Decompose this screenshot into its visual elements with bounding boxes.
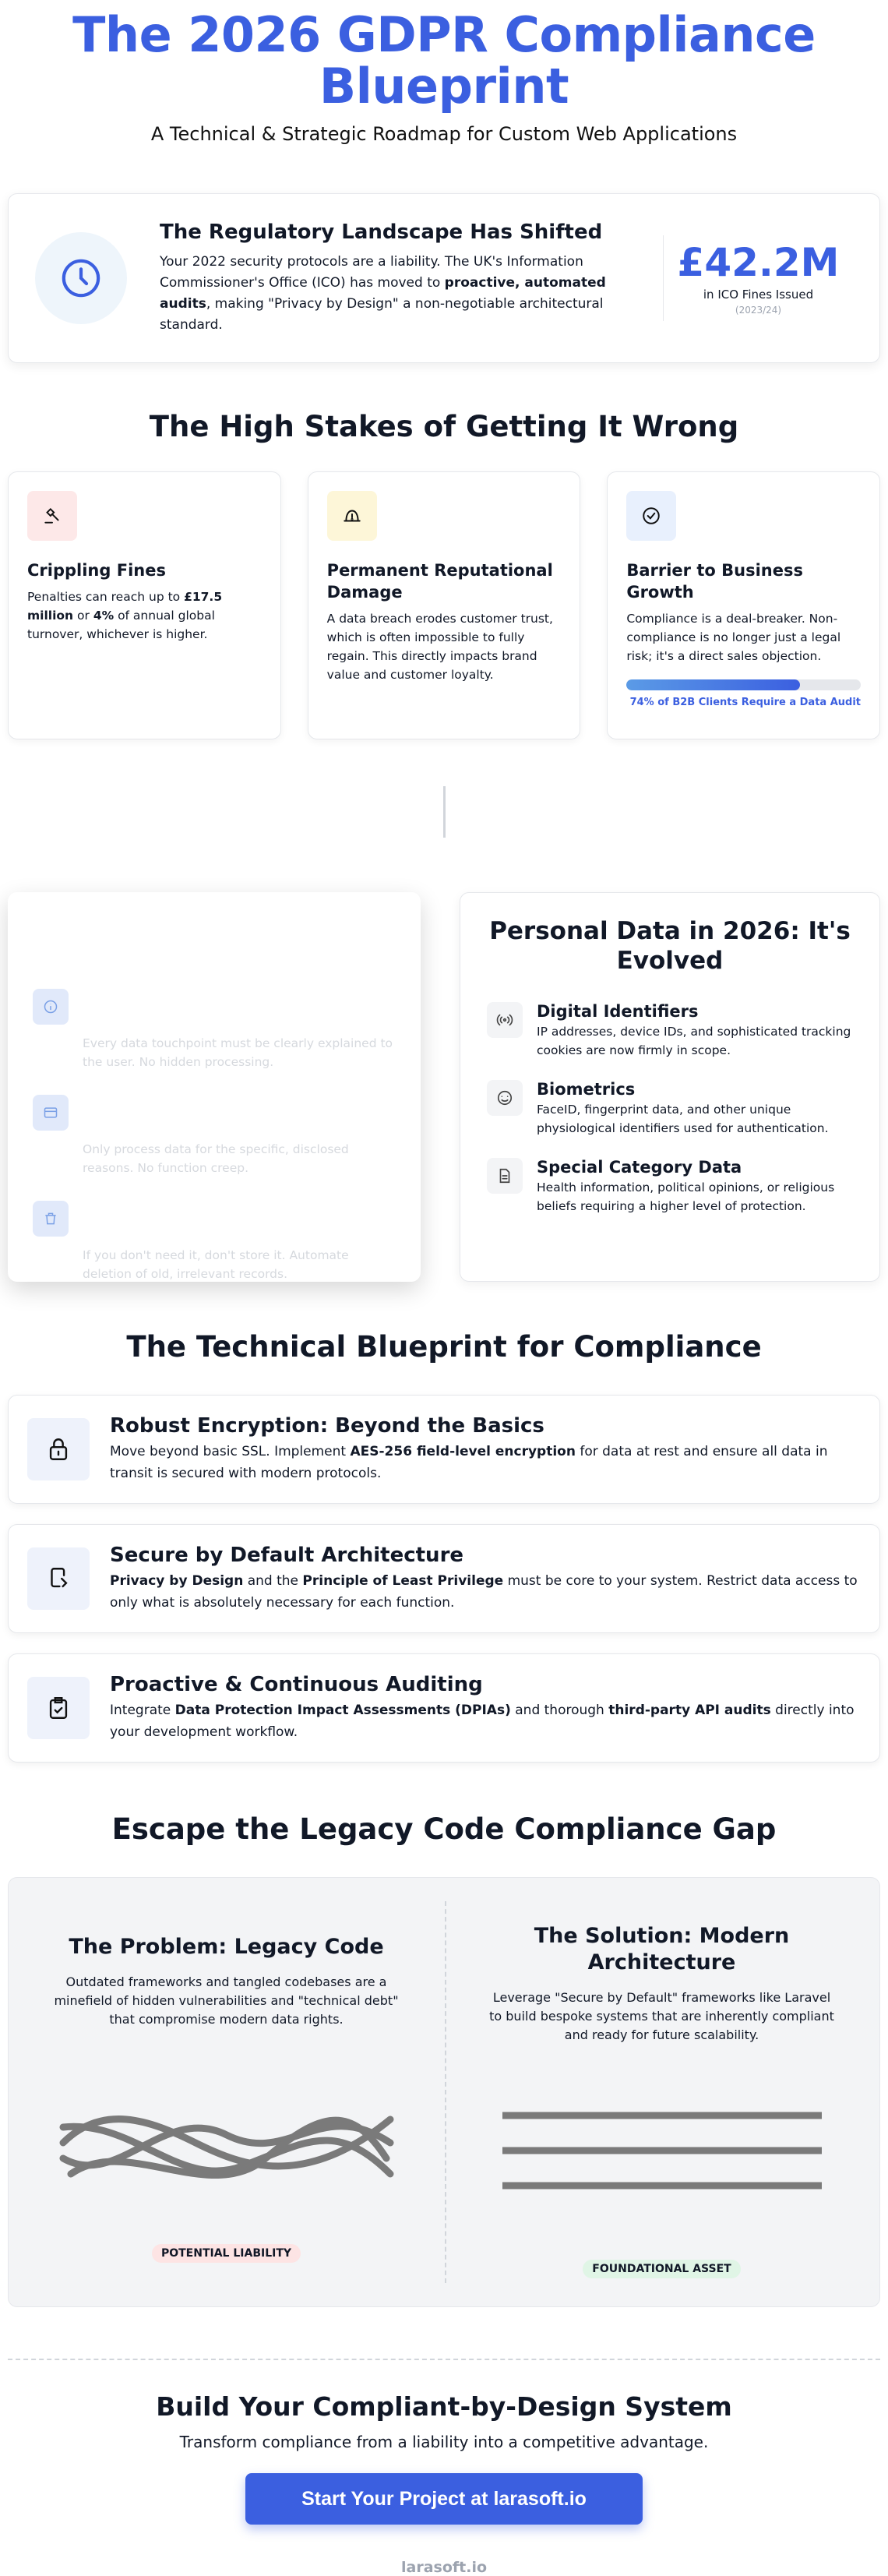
title-line-1: The 2026 GDPR Compliance [72, 6, 816, 63]
stakes-cards [8, 471, 880, 739]
progress-label: 74% of B2B Clients Require a Data Audit [629, 697, 862, 708]
page-subtitle: A Technical & Strategic Roadmap for Custom Web Applications [150, 123, 738, 145]
legacy-comparison [8, 1877, 880, 2307]
cta-heading: Build Your Compliant-by-Design System [156, 2391, 732, 2422]
blueprint-card-architecture [8, 1524, 880, 1633]
stake-card-growth [607, 471, 880, 739]
face-icon [487, 1080, 523, 1116]
solution-text: Leverage "Secure by Default" frameworks like Laravel to build bespoke systems that are inherently compliant and ready for future scalability. [489, 1990, 834, 2042]
cta-section [8, 2391, 880, 2525]
stake-text: A data breach erodes customer trust, which is often impossible to fully regain. This directly impacts brand value and customer loyalty. [326, 612, 553, 682]
personal-data-title: Personal Data in 2026: It's Evolved [489, 917, 851, 975]
problem-text: Outdated frameworks and tangled codebases are a minefield of hidden vulnerabilities and "technical debt" that compromise modern data rights. [54, 1974, 399, 2027]
liability-badge: POTENTIAL LIABILITY [152, 2244, 301, 2263]
personal-data-text: FaceID, fingerprint data, and other unique physiological identifiers used for authentication. [537, 1103, 829, 1135]
progress-fill [626, 679, 799, 690]
personal-data-item [487, 1158, 853, 1216]
blueprint-text: Move beyond basic SSL. Implement AES-256 field-level encryption for data at rest and ensure all data in transit is secured with modern protocols. [110, 1444, 828, 1481]
stake-card-fines [8, 471, 281, 739]
legacy-title: Escape the Legacy Code Compliance Gap [111, 1812, 777, 1846]
legacy-solution [444, 1878, 879, 2306]
blueprint-title: The Technical Blueprint for Compliance [126, 1330, 762, 1364]
stake-text: Compliance is a deal-breaker. Non-compliance is no longer just a legal risk; it's a direct sales objection. [626, 612, 841, 663]
problem-heading: The Problem: Legacy Code [69, 1935, 384, 1959]
b2b-audit-progress-bar [626, 679, 861, 690]
blueprint-cards [8, 1395, 880, 1763]
stat-label: in ICO Fines Issued [703, 288, 814, 302]
stake-heading: Crippling Fines [27, 561, 166, 580]
regulatory-landscape-card [8, 193, 880, 363]
hero [8, 0, 880, 179]
personal-data-heading: Special Category Data [537, 1158, 742, 1177]
page [8, 0, 880, 2576]
landscape-heading: The Regulatory Landscape Has Shifted [160, 221, 603, 244]
asset-badge: FOUNDATIONAL ASSET [583, 2260, 740, 2278]
connector-line [443, 786, 446, 838]
footer-brand-link[interactable]: larasoft.io [400, 2559, 488, 2576]
personal-data-item [487, 1002, 853, 1060]
alert-bell-icon [327, 491, 377, 541]
page-title [8, 6, 880, 115]
principle-item [33, 1095, 396, 1177]
blueprint-card-encryption [8, 1395, 880, 1504]
clipboard-check-icon [27, 1677, 90, 1739]
phone-icon [27, 1547, 90, 1610]
stat-value: £42.2M [677, 240, 840, 285]
principle-item [33, 1201, 396, 1283]
gavel-icon [27, 491, 77, 541]
legacy-problem [9, 1878, 444, 2306]
personal-data-text: Health information, political opinions, or religious beliefs requiring a higher level of protection. [537, 1180, 835, 1213]
ico-fines-stat [664, 241, 853, 316]
personal-data-heading: Biometrics [537, 1080, 636, 1099]
personal-data-card [460, 892, 880, 1282]
blueprint-text: Integrate Data Protection Impact Assessments (DPIAs) and thorough third-party API audits directly into your development workflow. [110, 1703, 855, 1740]
card-icon [33, 1095, 69, 1131]
document-icon [487, 1158, 523, 1194]
principles-card [8, 892, 421, 1282]
principle-text: Every data touchpoint must be clearly explained to the user. No hidden processing. [83, 1036, 393, 1069]
lock-icon [27, 1418, 90, 1480]
principle-item [33, 989, 396, 1071]
principle-text: Only process data for the specific, disclosed reasons. No function creep. [83, 1142, 349, 1175]
blueprint-heading: Proactive & Continuous Auditing [110, 1673, 483, 1696]
stake-card-reputation [308, 471, 581, 739]
cta-text: Transform compliance from a liability into a competitive advantage. [179, 2433, 709, 2451]
personal-data-heading: Digital Identifiers [537, 1002, 699, 1021]
personal-data-item [487, 1080, 853, 1138]
stake-heading: Permanent Reputational Damage [326, 561, 553, 602]
cta-separator [8, 2359, 880, 2360]
structured-lines-graphic [499, 2104, 826, 2197]
blueprint-heading: Secure by Default Architecture [110, 1544, 464, 1567]
blueprint-heading: Robust Encryption: Beyond the Basics [110, 1414, 544, 1438]
personal-data-section [8, 892, 880, 1282]
blueprint-card-auditing [8, 1653, 880, 1763]
info-icon [33, 989, 69, 1025]
title-line-2: Blueprint [319, 58, 569, 115]
tangled-lines-graphic [55, 2088, 398, 2205]
stat-period: (2023/24) [735, 305, 782, 316]
stakes-title: The High Stakes of Getting It Wrong [149, 410, 739, 443]
check-circle-icon [626, 491, 676, 541]
blueprint-text: Privacy by Design and the Principle of Least Privilege must be core to your system. Restrict data access to only what is absolutely necessary for each function. [110, 1573, 858, 1611]
personal-data-text: IP addresses, device IDs, and sophisticated tracking cookies are now firmly in scope. [537, 1025, 851, 1057]
solution-heading: The Solution: Modern Architecture [534, 1924, 790, 1974]
stake-heading: Barrier to Business Growth [626, 561, 803, 602]
start-project-button[interactable]: Start Your Project at larasoft.io [245, 2473, 643, 2525]
trash-icon [33, 1201, 69, 1237]
clock-icon [35, 232, 127, 324]
landscape-text: Your 2022 security protocols are a liability. The UK's Information Commissioner's Office (ICO) has moved to proactive, automated audits, making "Privacy by Design" a non-negotiable architectural standard. [160, 254, 606, 333]
stake-text: Penalties can reach up to £17.5 million or 4% of annual global turnover, whichever is higher. [27, 590, 223, 641]
principle-text: If you don't need it, don't store it. Automate deletion of old, irrelevant records. [83, 1248, 349, 1281]
signal-icon [487, 1002, 523, 1038]
